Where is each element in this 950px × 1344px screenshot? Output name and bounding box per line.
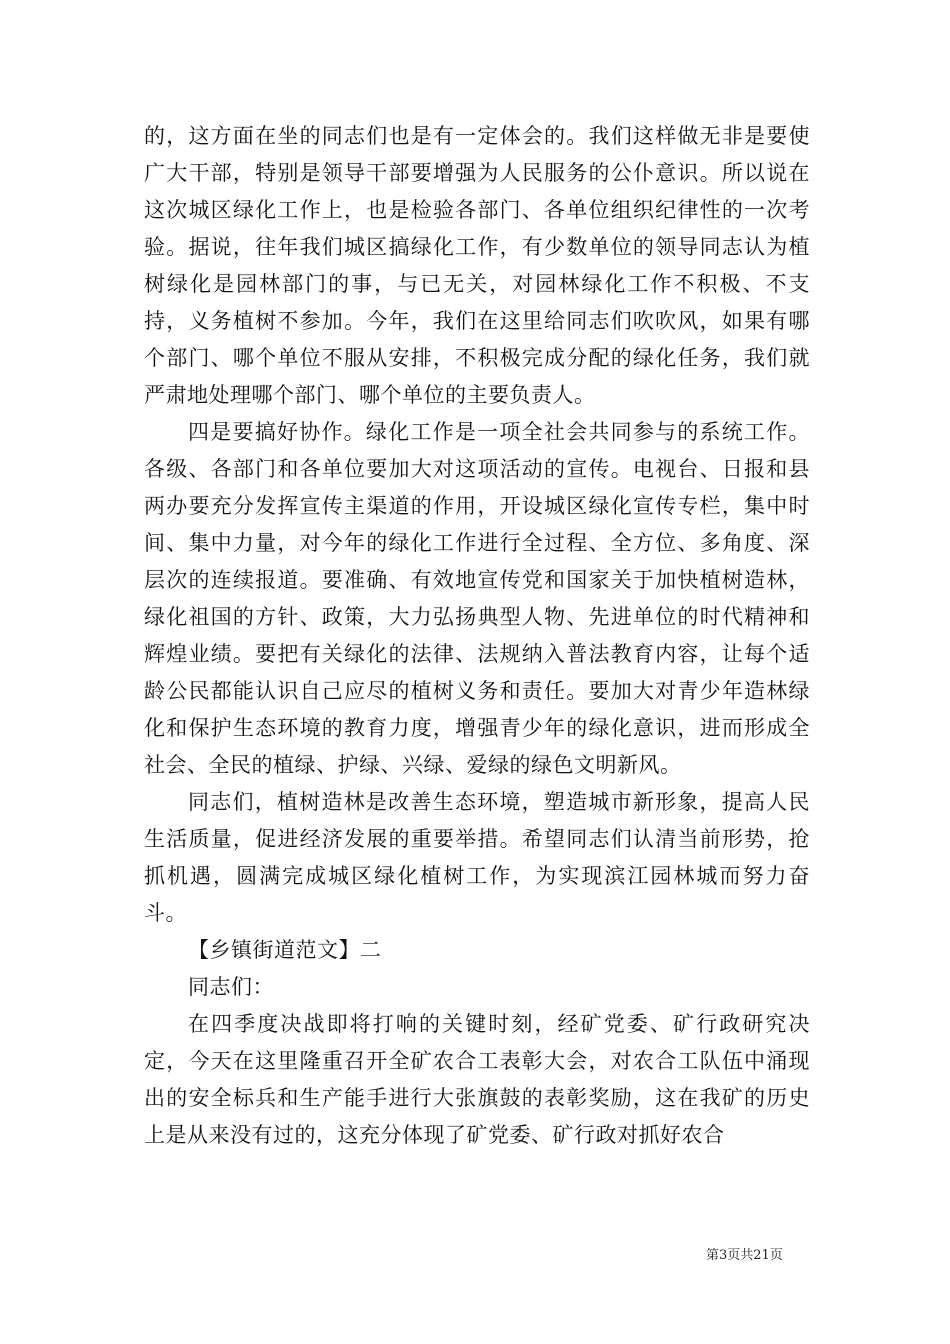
paragraph-cooperation: 四是要搞好协作。绿化工作是一项全社会共同参与的系统工作。各级、各部门和各单位要加大对这项活动的宣传。电视台、日报和县两办要充分发挥宣传主渠道的作用，开设城区绿化宣传专栏，集中时间、集中力量，对今年的绿化工作进行全过程、全方位、多角度、深层次的连续报道。要准确、有效地宣传党和国家关于加快植树造林，绿化祖国的方针、政策，大力弘扬典型人物、先进单位的时代精神和辉煌业绩。要把有关绿化的法律、法规纳入普法教育内容，让每个适龄公民都能认识自己应尽的植树义务和责任。要加大对青少年造林绿化和保护生态环境的教育力度，增强青少年的绿化意识，进而形成全社会、全民的植绿、护绿、兴绿、爱绿的绿色文明新风。 <box>144 420 810 777</box>
section-heading: 【乡镇街道范文】二 <box>188 938 382 962</box>
paragraph-continuation: 的，这方面在坐的同志们也是有一定体会的。我们这样做无非是要使广大干部，特别是领导干部要增强为人民服务的公仆意识。所以说在这次城区绿化工作上，也是检验各部门、各单位组织纪律性的一次考验。据说，往年我们城区搞绿化工作，有少数单位的领导同志认为植树绿化是园林部门的事，与已无关，对园林绿化工作不积极、不支持，义务植树不参加。今年，我们在这里给同志们吹吹风，如果有哪个部门、哪个单位不服从安排，不积极完成分配的绿化任务，我们就严肃地处理哪个部门、哪个单位的主要负责人。 <box>144 124 810 407</box>
paragraph-opening: 在四季度决战即将打响的关键时刻，经矿党委、矿行政研究决定，今天在这里隆重召开全矿农合工表彰大会，对农合工队伍中涌现出的安全标兵和生产能手进行大张旗鼓的表彰奖励，这在我矿的历史上是从来没有过的，这充分体现了矿党委、矿行政对抓好农合 <box>144 1012 810 1147</box>
paragraph-conclusion: 同志们，植树造林是改善生态环境，塑造城市新形象，提高人民生活质量，促进经济发展的重要举措。希望同志们认清当前形势，抢抓机遇，圆满完成城区绿化植树工作，为实现滨江园林城而努力奋斗。 <box>144 790 810 925</box>
salutation: 同志们： <box>188 975 274 999</box>
document-body <box>144 118 810 1154</box>
page-number: 第3页共21页 <box>706 1248 783 1263</box>
